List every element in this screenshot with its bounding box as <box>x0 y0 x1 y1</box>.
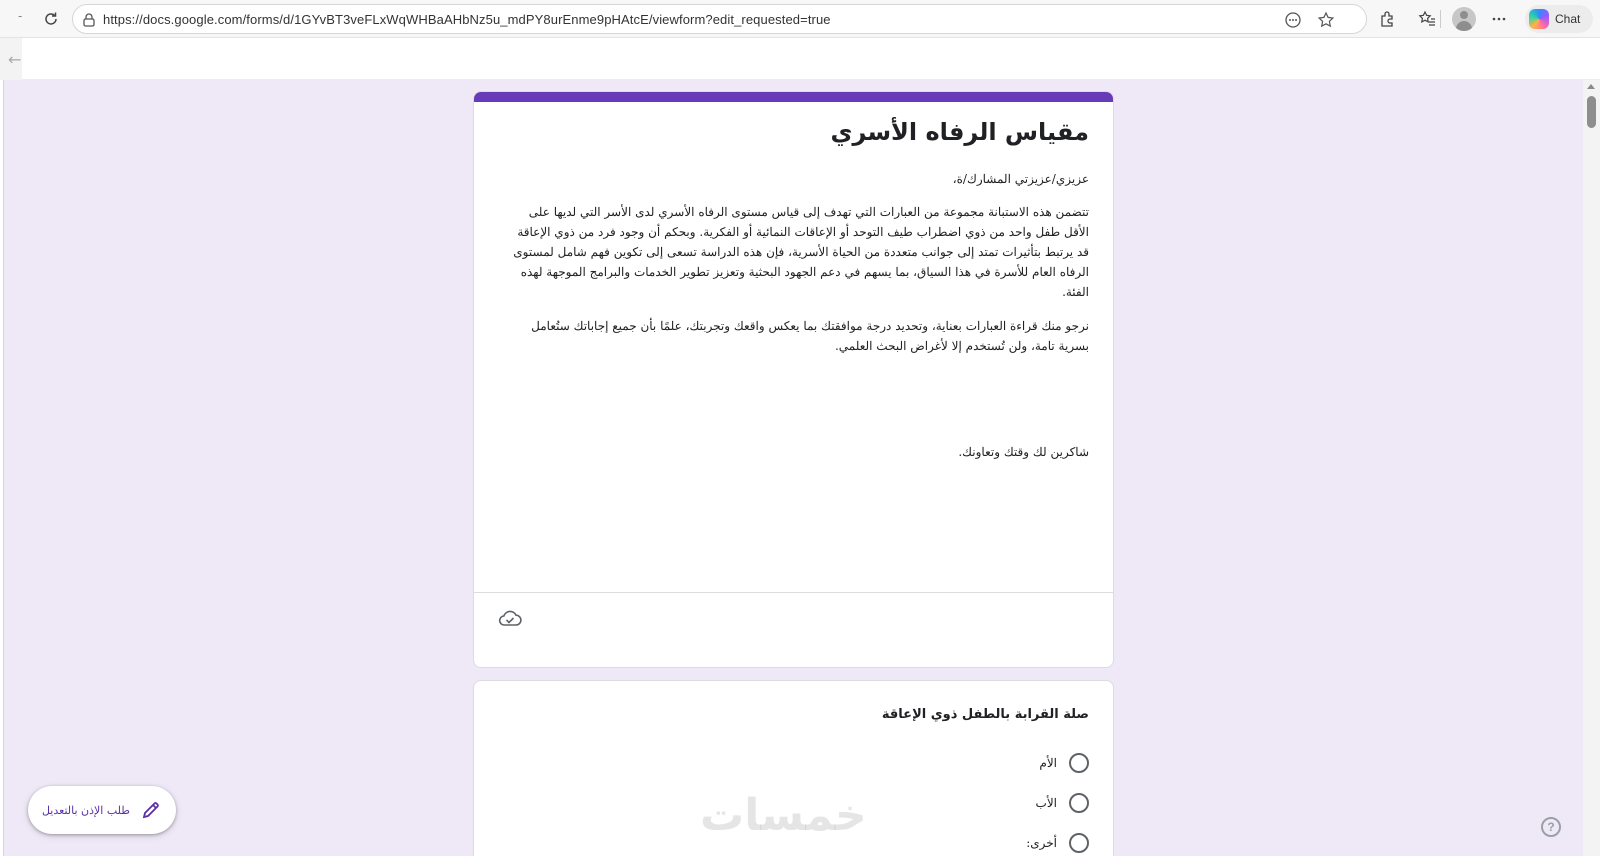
profile-avatar[interactable] <box>1452 7 1476 31</box>
radio-button[interactable] <box>1069 793 1089 813</box>
option-label: الأب <box>1035 796 1057 810</box>
reader-mode-icon[interactable] <box>1283 10 1303 30</box>
copilot-icon <box>1529 9 1549 29</box>
radio-option-other[interactable] <box>1026 831 1089 855</box>
chat-label: Chat <box>1555 12 1581 26</box>
form-accent-bar <box>474 92 1113 102</box>
extensions-icon[interactable] <box>1376 8 1398 30</box>
form-description-paragraph-2: نرجو منك قراءة العبارات بعناية، وتحديد درجة موافقتك بما يعكس واقعك وتجربتك، علمًا بأن جميع إجاباتك ستُعامل بسرية تامة، ولن تُستخدم إلا لأغراض البحث العلمي. <box>531 319 1089 353</box>
help-icon[interactable]: ? <box>1541 817 1561 837</box>
favorites-icon[interactable] <box>1416 8 1438 30</box>
toolbar-divider <box>1440 10 1441 28</box>
cloud-save-icon <box>498 606 522 630</box>
radio-button[interactable] <box>1069 833 1089 853</box>
reload-icon[interactable] <box>40 8 62 30</box>
vertical-scrollbar[interactable] <box>1583 80 1600 856</box>
pencil-icon <box>140 799 162 821</box>
option-label: أخرى: <box>1026 836 1057 850</box>
more-icon[interactable] <box>1488 8 1510 30</box>
browser-toolbar <box>0 0 1600 38</box>
form-thanks: شاكرين لك وقتك وتعاونك. <box>958 445 1089 459</box>
copilot-chat-button[interactable] <box>1525 5 1593 33</box>
radio-option-father[interactable] <box>1036 791 1089 815</box>
page-header-strip <box>0 38 1600 80</box>
lock-icon[interactable] <box>81 12 97 28</box>
scroll-thumb[interactable] <box>1587 96 1596 128</box>
back-arrow-icon[interactable]: ← <box>8 50 22 69</box>
tab-edge-marker: - <box>18 9 23 23</box>
form-header-card <box>473 91 1114 668</box>
request-edit-label: طلب الإذن بالتعديل <box>41 803 131 817</box>
form-greeting: عزيزي/عزيزتي المشارك/ة، <box>952 172 1089 186</box>
address-bar[interactable] <box>72 4 1367 34</box>
radio-button[interactable] <box>1069 753 1089 773</box>
request-edit-access-button[interactable] <box>28 786 176 834</box>
radio-option-mother[interactable] <box>1039 751 1089 775</box>
card-divider <box>474 592 1113 593</box>
favorite-star-icon[interactable] <box>1316 10 1336 30</box>
scroll-up-arrow-icon[interactable] <box>1587 84 1595 89</box>
form-description-paragraph-1: تتضمن هذه الاستبانة مجموعة من العبارات التي تهدف إلى قياس مستوى الرفاه الأسري لدى الأسر التي لديها على الأقل طفل واحد من ذوي اضطراب طيف التوحد أو الإعاقات النمائية أو الفكرية. وبحكم أن وجود فرد من ذوي الإعاقة قد يرتبط بتأثيرات تمتد إلى جوانب متعددة من الحياة الأسرية، فإن هذه الدراسة تسعى إلى تكوين فهم شامل لمستوى الرفاه العام للأسرة في هذا السياق، بما يسهم في دعم الجهود البحثية وتعزيز تطوير الخدمات والبرامج الموجهة لهذه الفئة. <box>513 205 1089 299</box>
url-text[interactable]: https://docs.google.com/forms/d/1GYvBT3veFLxWqWHBaAHbNz5u_mdPY8urEnme9pHAtcE/viewform?edit_requested=true <box>103 12 831 27</box>
form-title: مقياس الرفاه الأسري <box>830 118 1089 146</box>
question-title: صلة القرابة بالطفل ذوي الإعاقة <box>881 707 1089 722</box>
watermark: خمسات <box>700 790 867 841</box>
option-label: الأم <box>1039 756 1057 770</box>
